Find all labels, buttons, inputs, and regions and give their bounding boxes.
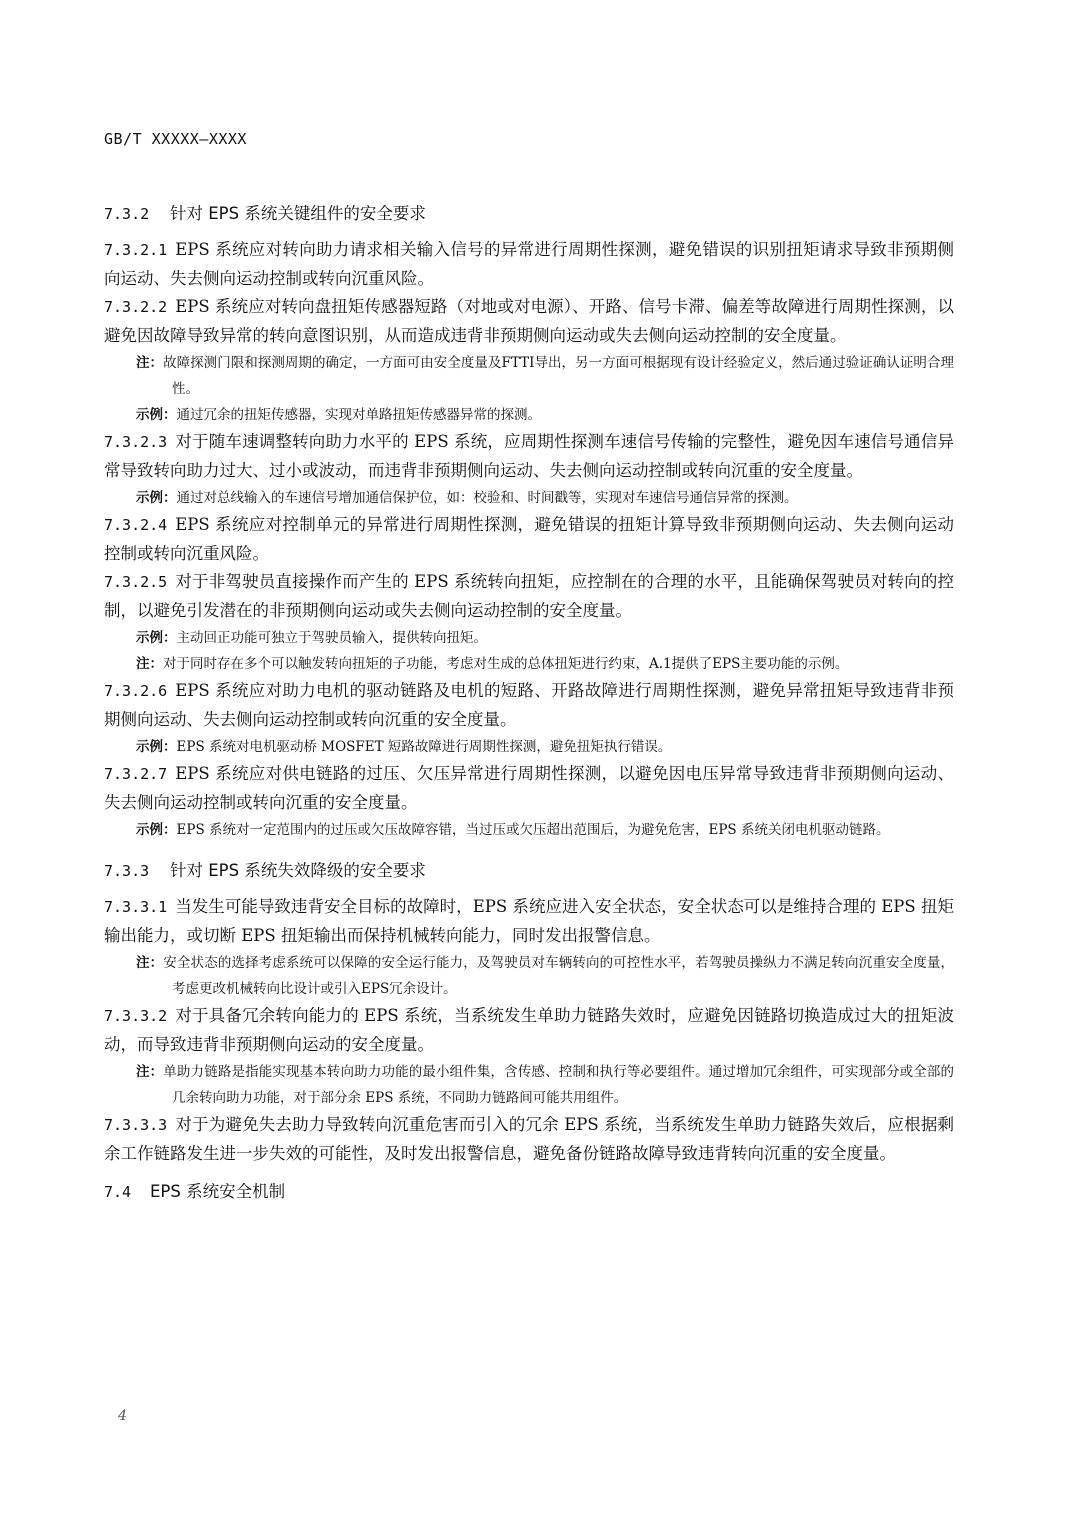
example (104, 817, 954, 843)
note-text: 故障探测门限和探测周期的确定，一方面可由安全度量及FTTI导出，另一方面可根据现有设计经验定义，然后通过验证确认证明合理性。 (163, 355, 954, 397)
note-text: 对于同时存在多个可以触发转向扭矩的子功能，考虑对生成的总体扭矩进行约束，A.1提供了EPS主要功能的示例。 (163, 656, 849, 672)
clause-number: 7.3.2.2 (104, 298, 168, 316)
example-text: EPS 系统对电机驱动桥 MOSFET 短路故障进行周期性探测，避免扭矩执行错误。 (176, 739, 672, 755)
example-text: EPS 系统对一定范围内的过压或欠压故障容错，当过压或欠压超出范围后，为避免危害，EPS 系统关闭电机驱动链路。 (176, 822, 890, 838)
example-label: 示例： (136, 630, 177, 646)
clause-number: 7.3.2.3 (104, 433, 168, 451)
section-number: 7.3.3 (104, 862, 150, 880)
section-number: 7.4 (104, 1183, 132, 1201)
clause-7-3-2-2 (104, 293, 954, 350)
clause-text: EPS 系统应对转向助力请求相关输入信号的异常进行周期性探测，避免错误的识别扭矩请求导致非预期侧向运动、失去侧向运动控制或转向沉重风险。 (104, 240, 954, 288)
note-text: 单助力链路是指能实现基本转向助力功能的最小组件集，含传感、控制和执行等必要组件。通过增加冗余组件，可实现部分或全部的几余转向助力功能，对于部分余 EPS 系统，不同助力链路间可能共用组件。 (163, 1064, 955, 1106)
example (104, 734, 954, 760)
example-text: 通过冗余的扭矩传感器，实现对单路扭矩传感器异常的探测。 (176, 407, 541, 423)
clause-number: 7.3.2.5 (104, 573, 168, 591)
clause-text: 对于为避免失去助力导致转向沉重危害而引入的冗余 EPS 系统，当系统发生单助力链路失效后，应根据剩余工作链路发生进一步失效的可能性，及时发出报警信息，避免备份链路故障导致违背转向沉重的安全度量。 (104, 1115, 954, 1163)
note-label: 注： (136, 355, 164, 371)
clause-number: 7.3.3.2 (104, 1007, 168, 1025)
clause-7-3-2-7 (104, 760, 954, 817)
example-label: 示例： (136, 407, 177, 423)
clause-7-3-2-3 (104, 428, 954, 485)
example (104, 402, 954, 428)
clause-text: EPS 系统应对供电链路的过压、欠压异常进行周期性探测，以避免因电压异常导致违背非预期侧向运动、失去侧向运动控制或转向沉重的安全度量。 (104, 764, 954, 812)
note-label: 注： (136, 656, 163, 672)
clause-text: 对于具备冗余转向能力的 EPS 系统，当系统发生单助力链路失效时，应避免因链路切换造成过大的扭矩波动，而导致违背非预期侧向运动的安全度量。 (104, 1006, 954, 1054)
clause-text: EPS 系统应对转向盘扭矩传感器短路（对地或对电源）、开路、信号卡滞、偏差等故障进行周期性探测，以避免因故障导致异常的转向意图识别，从而造成违背非预期侧向运动或失去侧向运动控制的安全度量。 (104, 297, 954, 345)
section-heading-7-4 (104, 1178, 954, 1206)
standard-code-header: GB/T XXXXX—XXXX (104, 130, 247, 148)
note-text: 安全状态的选择考虑系统可以保障的安全运行能力，及驾驶员对车辆转向的可控性水平，若驾驶员操纵力不满足转向沉重安全度量，考虑更改机械转向比设计或引入EPS冗余设计。 (163, 955, 955, 997)
example (104, 485, 954, 511)
clause-number: 7.3.2.4 (104, 516, 168, 534)
note (136, 350, 954, 402)
example (104, 625, 954, 651)
clause-number: 7.3.2.7 (104, 765, 168, 783)
clause-7-3-2-5 (104, 568, 954, 625)
example-text: 通过对总线输入的车速信号增加通信保护位，如：校验和、时间戳等，实现对车速信号通信异常的探测。 (176, 490, 798, 506)
clause-7-3-3-1 (104, 893, 954, 950)
note-label: 注： (136, 1064, 164, 1080)
example-label: 示例： (136, 822, 177, 838)
example-text: 主动回正功能可独立于驾驶员输入，提供转向扭矩。 (176, 630, 487, 646)
section-number: 7.3.2 (104, 205, 150, 223)
section-title: 针对 EPS 系统失效降级的安全要求 (170, 861, 426, 880)
section-heading-7-3-2 (104, 200, 954, 228)
clause-7-3-3-2 (104, 1002, 954, 1059)
clause-text: EPS 系统应对控制单元的异常进行周期性探测，避免错误的扭矩计算导致非预期侧向运动、失去侧向运动控制或转向沉重风险。 (104, 515, 954, 563)
page-number: 4 (118, 1408, 127, 1424)
clause-number: 7.3.2.1 (104, 241, 168, 259)
section-heading-7-3-3 (104, 857, 954, 885)
clause-number: 7.3.3.1 (104, 898, 168, 916)
clause-text: 对于随车速调整转向助力水平的 EPS 系统，应周期性探测车速信号传输的完整性，避免因车速信号通信异常导致转向助力过大、过小或波动，而违背非预期侧向运动、失去侧向运动控制或转向沉重的安全度量。 (104, 432, 954, 480)
note-label: 注： (136, 955, 164, 971)
section-title: 针对 EPS 系统关键组件的安全要求 (170, 204, 426, 223)
clause-7-3-2-4 (104, 511, 954, 568)
clause-text: EPS 系统应对助力电机的驱动链路及电机的短路、开路故障进行周期性探测，避免异常扭矩导致违背非预期侧向运动、失去侧向运动控制或转向沉重的安全度量。 (104, 681, 954, 729)
example-label: 示例： (136, 490, 177, 506)
clause-number: 7.3.3.3 (104, 1116, 168, 1134)
clause-7-3-2-1 (104, 236, 954, 293)
clause-text: 对于非驾驶员直接操作而产生的 EPS 系统转向扭矩，应控制在的合理的水平，且能确保驾驶员对转向的控制，以避免引发潜在的非预期侧向运动或失去侧向运动控制的安全度量。 (104, 572, 954, 620)
clause-number: 7.3.2.6 (104, 682, 168, 700)
clause-7-3-3-3 (104, 1111, 954, 1168)
document-content (104, 200, 954, 1206)
example-label: 示例： (136, 739, 177, 755)
note (136, 651, 954, 677)
note (136, 1059, 954, 1111)
clause-7-3-2-6 (104, 677, 954, 734)
section-title: EPS 系统安全机制 (150, 1182, 286, 1201)
note (136, 950, 954, 1002)
clause-text: 当发生可能导致违背安全目标的故障时，EPS 系统应进入安全状态，安全状态可以是维持合理的 EPS 扭矩输出能力，或切断 EPS 扭矩输出而保持机械转向能力，同时发出报警信息。 (104, 897, 954, 945)
